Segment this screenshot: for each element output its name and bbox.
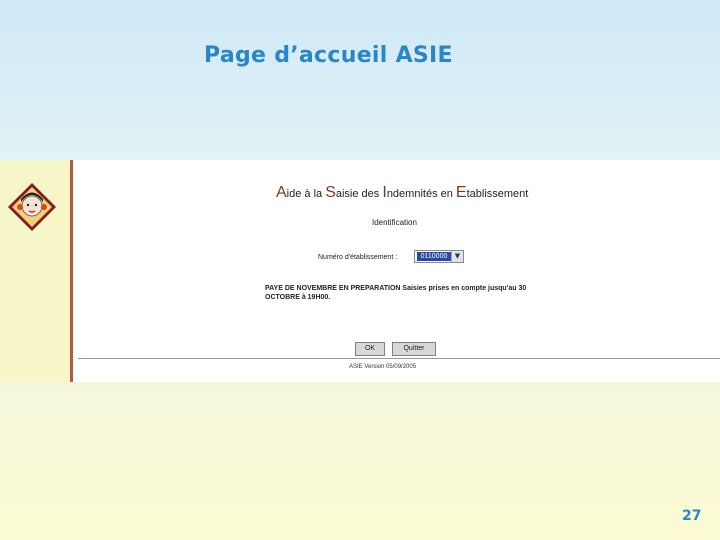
- title-text-1: ide à la: [286, 188, 326, 200]
- title-initial-a: A: [276, 184, 287, 201]
- title-text-3: ndemnités en: [386, 188, 456, 200]
- title-text-4: tablissement: [466, 188, 529, 200]
- divider: [78, 358, 720, 359]
- app-title: [276, 184, 528, 202]
- logo-icon: [7, 182, 57, 232]
- version-footer: ASIE Version 05/09/2005: [349, 364, 417, 370]
- identification-heading: Identification: [372, 218, 417, 227]
- chevron-down-icon[interactable]: ▼: [451, 251, 463, 262]
- establishment-label: Numéro d'établissement :: [318, 254, 398, 261]
- page-number: 27: [682, 508, 702, 524]
- establishment-select[interactable]: [414, 250, 464, 263]
- title-initial-i: I: [382, 184, 387, 201]
- ok-button[interactable]: OK: [355, 342, 385, 356]
- slide-title: Page d’accueil ASIE: [204, 43, 453, 68]
- app-screenshot: [0, 160, 720, 382]
- title-initial-e: E: [455, 184, 467, 201]
- left-rule: [70, 160, 73, 382]
- title-text-2: aisie des: [335, 188, 383, 200]
- quit-button[interactable]: Quitter: [392, 342, 436, 356]
- payroll-notice: PAYE DE NOVEMBRE EN PREPARATION Saisies prises en compte jusqu'au 30 OCTOBRE à 19H00.: [265, 285, 527, 301]
- establishment-select-value: 0110000: [417, 252, 451, 261]
- left-pane: [0, 160, 70, 382]
- title-initial-s: S: [325, 184, 336, 201]
